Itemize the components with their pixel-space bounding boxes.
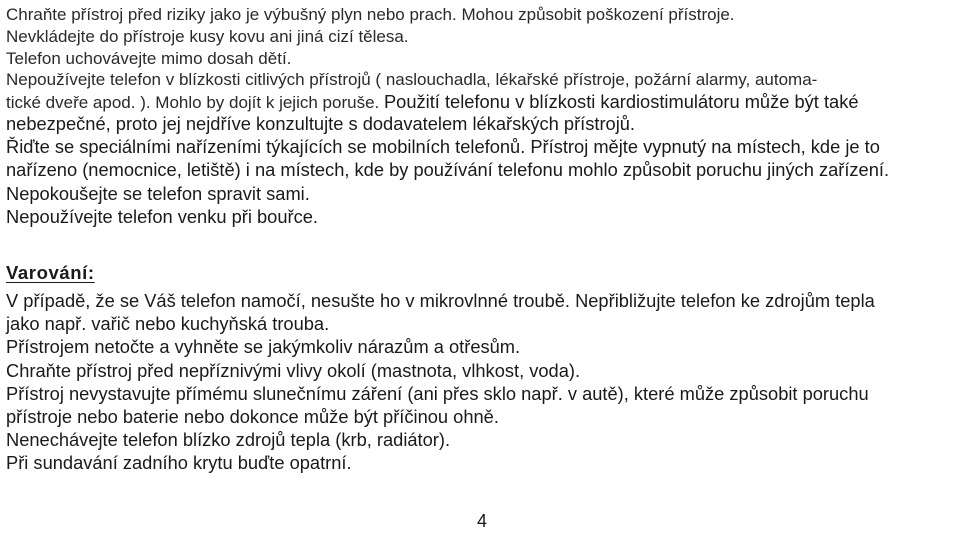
text-line: Nenechávejte telefon blízko zdrojů tepla (krb, radiátor). xyxy=(6,429,451,451)
text-line: Nevkládejte do přístroje kusy kovu ani jiná cizí tělesa. xyxy=(6,26,409,46)
text-line: Řiďte se speciálními nařízeními týkajících se mobilních telefonů. Přístroj mějte vypnutý na místech, kde je to xyxy=(6,136,880,158)
safety-text-block-1 xyxy=(6,4,956,114)
document-page xyxy=(6,4,956,474)
text-line: V případě, že se Váš telefon namočí, nesušte ho v mikrovlnné troubě. Nepřibližujte telefon ke zdrojům tepla xyxy=(6,290,875,311)
text-span: tické dveře apod. ). Mohlo by dojít k jejich poruše. xyxy=(6,93,380,113)
text-line: Chraňte přístroj před nepříznivými vlivy okolí (mastnota, vlhkost, voda). xyxy=(6,359,581,381)
page-number: 4 xyxy=(477,511,488,531)
text-line: Nepokoušejte se telefon spravit sami. xyxy=(6,182,310,204)
text-line: Nepoužívejte telefon venku při bouřce. xyxy=(6,205,318,227)
text-line: Přístroj nevystavujte přímému slunečnímu záření (ani přes sklo např. v autě), které může způsobit poruchu xyxy=(6,382,869,404)
text-span: Použití telefonu v blízkosti kardiostimulátoru může být také xyxy=(383,91,859,113)
text-line: přístroje nebo baterie nebo dokonce může být příčinou ohně. xyxy=(6,406,499,428)
text-line: nařízeno (nemocnice, letiště) i na místech, kde by používání telefonu mohlo způsobit poruchu jiných zařízení. xyxy=(6,159,890,181)
warning-text-block xyxy=(6,289,875,475)
text-line: Přístrojem netočte a vyhněte se jakýmkoliv nárazům a otřesům. xyxy=(6,336,521,358)
text-line: Chraňte přístroj před riziky jako je výbušný plyn nebo prach. Mohou způsobit poškození přístroje. xyxy=(6,5,735,24)
safety-text-block-2 xyxy=(6,112,889,228)
text-line: jako např. vařič nebo kuchyňská trouba. xyxy=(6,313,330,335)
text-line: Telefon uchovávejte mimo dosah dětí. xyxy=(6,48,292,68)
text-line: nebezpečné, proto jej nejdříve konzultujte s dodavatelem lékařských přístrojů. xyxy=(6,113,636,134)
text-line xyxy=(6,91,956,114)
text-line: Nepoužívejte telefon v blízkosti citlivých přístrojů ( naslouchadla, lékařské přístroje, požární alarmy, automa- xyxy=(6,70,818,90)
text-line: Při sundavání zadního krytu buďte opatrní. xyxy=(6,452,352,474)
warning-heading: Varování: xyxy=(6,262,95,283)
